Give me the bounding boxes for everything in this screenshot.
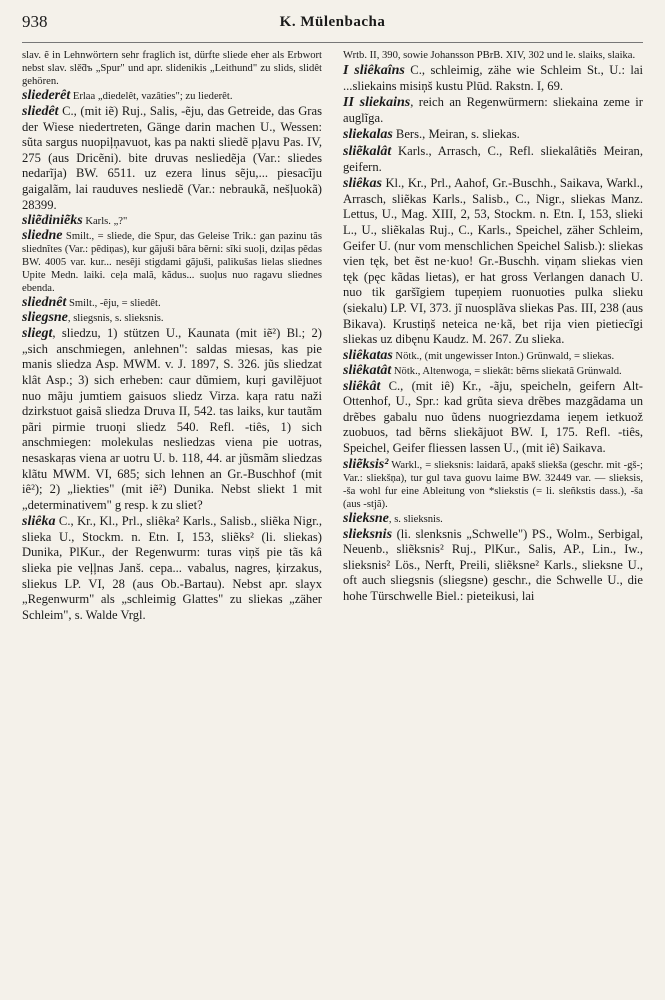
text-columns [22, 49, 643, 624]
entry-headword: slieksne [343, 510, 389, 526]
entry-headword: sliẽdiniẽks [22, 213, 83, 229]
entry-headword: sliedne [22, 228, 63, 244]
entry-text: , sliegsnis, s. slieksnis. [67, 313, 164, 325]
dictionary-entry [22, 104, 322, 213]
entry-text: , sliedzu, 1) stützen U., Kaunata (mit iẽ²) Bl.; 2) „sich anschmiegen, anlehnen": saldas miesas, kas pie manis sliedza Asp. MWM. v. J. 1897, S. 326. jũs sliedzat klât Asp.; 3) sich erheben: caur dũmiem, kuŗi gavilẽjuot nuo mãju jumtiem gaisuos sliedz Virza. kaŗa ratu naži dzirkstuot gaisã sliedza Druva II, 542. tas laiks, kur tautãm pãri pirmie truoņi sliedz 540. Refl. -tiês, 1) sich anschmiegen: molekulas nesliedzas viena pie uotras, nesaskaŗas viena ar uotru U. b. 118, 44. ar jũsmãm sliedzas klãtu MWM. VI, 685; sich lehnen an Gr.-Buschhof (mit iê²); 2) „liekties" (mit iẽ²) Dunika. Nebst sliekt 1 mit „determinativem" g resp. k zu sliet? [22, 326, 322, 512]
entry-headword: sliêkatas [343, 347, 393, 363]
entry-text: Smilt., = sliede, die Spur, das Geleise Trik.: gan pazinu tãs sliednĩtes (Var.: pẽdiņas), kur gãjuši bãra bẽrni: sĩki suoļi, dziļas pẽdas BW. 4005 var. kur... nesẽji stigdami gãjuši, palikušas lielas sliednes Upite Medn. laiki. ceļa malã, kãdus... suoļus nuo ragavu sliednes ebenda. [22, 231, 322, 295]
entry-text: C., Kr., Kl., Prl., sliêka² Karls., Salisb., sliẽka Nigr., slieka U., Stockm. n. Etn. I, 153, sliẽks² (li. sliekas) Dunika, PlKur., der Regenwurm: turas viņš pie tãs kâ slieka pie veļļnas Janš. cepa... vabalus, nagres, ķirzakus, sliekus LP. VI, 28 (aus Ob.-Bartau). Nebst apr. slayx „Regenwurm" als „schleimig Glattes" zu sliekas „zäher Schleim", s. Walde Vrgl. [22, 514, 322, 622]
entry-headword: sliednêt [22, 295, 67, 311]
entry-text: , s. slieksnis. [388, 513, 443, 525]
right-column [343, 49, 643, 624]
entry-headword: sliederêt [22, 88, 71, 103]
dictionary-entry [343, 379, 643, 457]
entry-text: Smilt., -ẽju, = sliedêt. [66, 298, 161, 310]
running-title: K. Mülenbacha [279, 14, 386, 30]
dictionary-entry [343, 49, 643, 62]
entry-headword: sliêkatât [343, 362, 392, 378]
entry-headword: sliegt [22, 326, 53, 342]
entry-text: (li. slenksnis „Schwelle") PS., Wolm., Serbigal, Neuenb., sliẽksnis² Ruj., PlKur., Salis, AP., Lin., Iw., slieksnis² Lös., Nerft, Preili, sliẽksne² Karls., slieksne U., oft auch sliegsnis (sliegsne) geschr., die Schwelle U., die hohe Türschwelle Biel.: pieteikusi, lai [343, 526, 643, 604]
entry-text: Kl., Kr., Prl., Aahof, Gr.-Buschh., Saikava, Warkl., Arrasch, sliẽkas Karls., Salisb., C., Nigr., sliekas Manz. Lettus, U., Mag. XIII, 2, 53, Stockm. n. Etn. I, 153, slieki L., U., sliẽkalas Ruj., C., Karls., Speichel, zäher Schleim, Geifer U. (nur vom menschlichen Speichel Salisb.): sliekas vien tęk, bet ẽst ne·kuo! Gr.-Buschh. viņam sliekas vien tęk (pęc kãdas lietas), er hat gross Verlangen danach U. nuo tik garšĩgiem tupeņiem ruonuoties pulka slieku (siekalu) LP. VI, 373. jĩ nuosplãva sliekas Pas. III, 238 (aus Bikava). Krustiņš neteica ne·kã, bet rija vien pietiecĩgi sliekas uz dibęnu Kaudz. M. 267. Zu slieka. [343, 176, 643, 347]
dictionary-entry [22, 89, 322, 103]
entry-text: Karls., Arrasch, C., Refl. sliekalâtiẽs Meiran, geifern. [343, 143, 643, 174]
dictionary-entry [22, 296, 322, 310]
dictionary-entry [343, 364, 643, 378]
entry-headword: sliedêt [22, 104, 59, 119]
dictionary-entry [343, 176, 643, 348]
entry-headword: I sliêkaîns [343, 63, 405, 78]
entry-headword: sliẽksis² [343, 456, 389, 472]
dictionary-entry [22, 311, 322, 325]
left-column [22, 49, 322, 624]
dictionary-entry [343, 127, 643, 143]
dictionary-entry [343, 349, 643, 363]
dictionary-entry [343, 144, 643, 175]
entry-headword: II sliekains [343, 95, 411, 111]
dictionary-entry [22, 326, 322, 513]
entry-text: C., schleimig, zähe wie Schleim St., U.: lai ...sliekains misiņš kustu Plūd. Rakstn. I, 69. [343, 63, 643, 93]
entry-text: C., (mit iê) Kr., -ãju, speicheln, geifern Alt-Ottenhof, U., Spr.: kad grũta sieva drẽbes mazgãdama un drẽbes gabalu nuo ũdens nuogriezdama ieņem ietkuož zuobuos, tad bẽrns sliekãjuot BW. I, 175. Refl. -tiês, Speichel, Geifer fliessen lassen U., (mit iê) Saikava. [343, 378, 643, 456]
entry-headword: sliêkas [343, 176, 382, 192]
entry-text: Wrtb. II, 390, sowie Johansson PBrB. XIV, 302 und le. slaiks, slaika. [343, 50, 636, 61]
entry-text: Nötk., (mit ungewisser Inton.) Grünwald, = sliekas. [392, 350, 615, 362]
entry-headword: sliêka [22, 514, 56, 530]
entry-headword: sliẽkalât [343, 143, 392, 159]
dictionary-entry [22, 514, 322, 623]
dictionary-entry [22, 229, 322, 295]
dictionary-entry [343, 458, 643, 511]
entry-text: Karls. „?" [82, 216, 128, 228]
dictionary-entry [343, 527, 643, 605]
entry-headword: slieksnis [343, 526, 393, 542]
dictionary-entry [22, 214, 322, 228]
entry-text: Erlaa „diedelêt, vazâties"; zu liederêt. [70, 91, 233, 102]
dictionary-entry [22, 49, 322, 88]
entry-text: Nötk., Altenwoga, = sliekât: bẽrns sliekatã Grünwald. [391, 365, 622, 377]
entry-text: , reich an Regenwürmern: sliekaina zeme ir auglĩga. [343, 95, 643, 125]
dictionary-entry [343, 63, 643, 94]
dictionary-entry [343, 512, 643, 526]
page-number: 938 [22, 12, 48, 31]
entry-headword: sliegsne [22, 310, 68, 326]
dictionary-entry [343, 95, 643, 126]
entry-headword: sliekalas [343, 127, 393, 143]
entry-text: Bers., Meiran, s. sliekas. [392, 127, 520, 142]
entry-text: C., (mit iẽ) Ruj., Salis, -ẽju, das Getreide, das Gras der Wiese niedertreten, Gänge darin machen U., Wessen: sũta sargus nuopiļņavuot, kas pa nakti sliedẽ pļavu Pas. IV, 275 (aus Dricẽni). bite druvas nesliedẽja (Var.: sliedes nedarĩja) BW. 6511. uz ezera linus sẽju,... piesacĩju gaigalãm, lai rauduves nesliedẽ (Var.: nebraukã, nešļuokã) 28399. [22, 104, 322, 212]
entry-headword: sliêkât [343, 378, 381, 394]
entry-text: slav. ẽ in Lehnwörtern sehr fraglich ist, dürfte sliede eher als Erbwort nebst slav. slě̃dъ „Spur" und apr. slidenikis „Leithund" zu slids, slidêt gehören. [22, 50, 322, 87]
entry-text: Warkl., = slieksnis: laidarã, apakš sliekša (geschr. mit -gš-; Var.: sliekšņa), tur gul tava guovu laime BW. 32449 var. — slieksis, -ša wohl fur eine Ableitung von *sliekstis (= li. sleñkstis dass.), -ša (aus -stjã). [343, 459, 643, 510]
